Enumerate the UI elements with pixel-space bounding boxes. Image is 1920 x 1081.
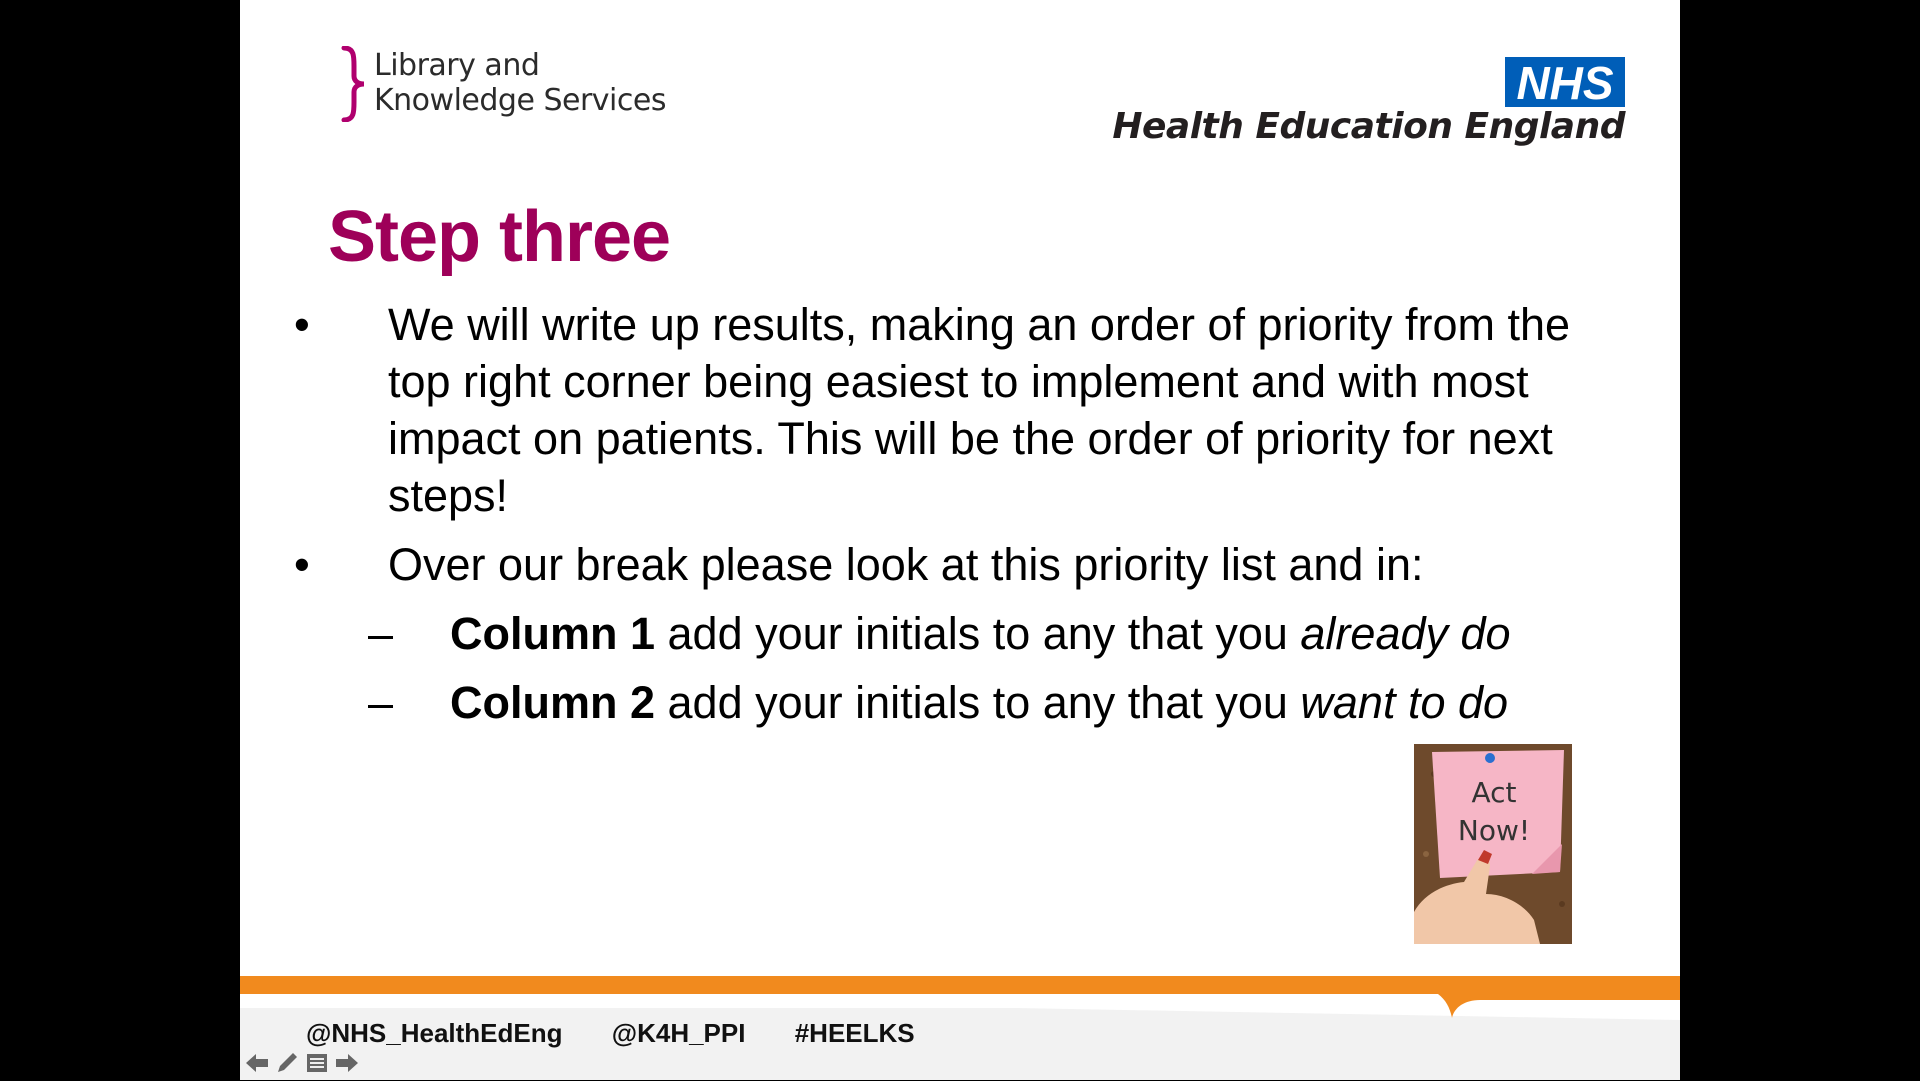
slideshow-nav [240,1050,370,1078]
lks-line2: Knowledge Services [374,83,666,118]
previous-slide-icon[interactable] [244,1050,270,1081]
bullet-item [288,296,1628,524]
slide [240,0,1680,1080]
sub-bullet-bold: Column 2 [450,677,656,728]
footer-hashtags [306,1018,957,1049]
sub-bullet-item [288,674,1628,731]
sub-bullet-bold: Column 1 [450,608,656,659]
pen-icon[interactable] [274,1050,300,1081]
bullet-text: Over our break please look at this priority list and in: [388,539,1424,590]
bullet-text: We will write up results, making an order of priority from the top right corner being easiest to implement and with most impact on patients. This will be the order of priority for next steps! [388,299,1571,521]
sub-bullet-item [288,605,1628,662]
footer-tag-k4h: @K4H_PPI [611,1018,746,1048]
bullet-dot-icon: • [294,299,310,350]
lks-bracket-icon [340,46,368,122]
slide-menu-icon[interactable] [304,1050,330,1081]
footer-notch-decoration [240,994,1680,1020]
lks-line1: Library and [374,48,540,83]
footer-tag-heelks: #HEELKS [794,1018,915,1048]
act-now-image [1414,744,1572,944]
nhs-logo-icon [1505,57,1625,107]
dash-icon: – [368,608,394,659]
sticky-note-line1: Act [1471,776,1517,809]
bullet-item [288,536,1628,593]
sticky-note-line2: Now! [1457,814,1531,847]
dash-icon: – [368,677,394,728]
hee-org-name: Health Education England [1112,106,1625,147]
footer-tag-hee: @NHS_HealthEdEng [306,1018,563,1048]
sub-bullet-italic: want to do [1300,677,1509,728]
sub-bullet-text: add your initials to any that you [655,677,1301,728]
footer-orange-bar [240,976,1680,994]
lks-logo-text [374,48,666,118]
bullet-dot-icon: • [294,539,310,590]
bullet-list [288,296,1628,731]
act-now-picture [1414,744,1572,944]
nhs-badge-text: NHS [1516,57,1614,107]
slide-title: Step three [328,197,671,277]
sub-bullet-italic: already do [1300,608,1511,659]
sub-bullet-text: add your initials to any that you [655,608,1301,659]
lks-logo [340,46,670,126]
nhs-badge [1505,57,1625,107]
next-slide-icon[interactable] [334,1050,360,1081]
